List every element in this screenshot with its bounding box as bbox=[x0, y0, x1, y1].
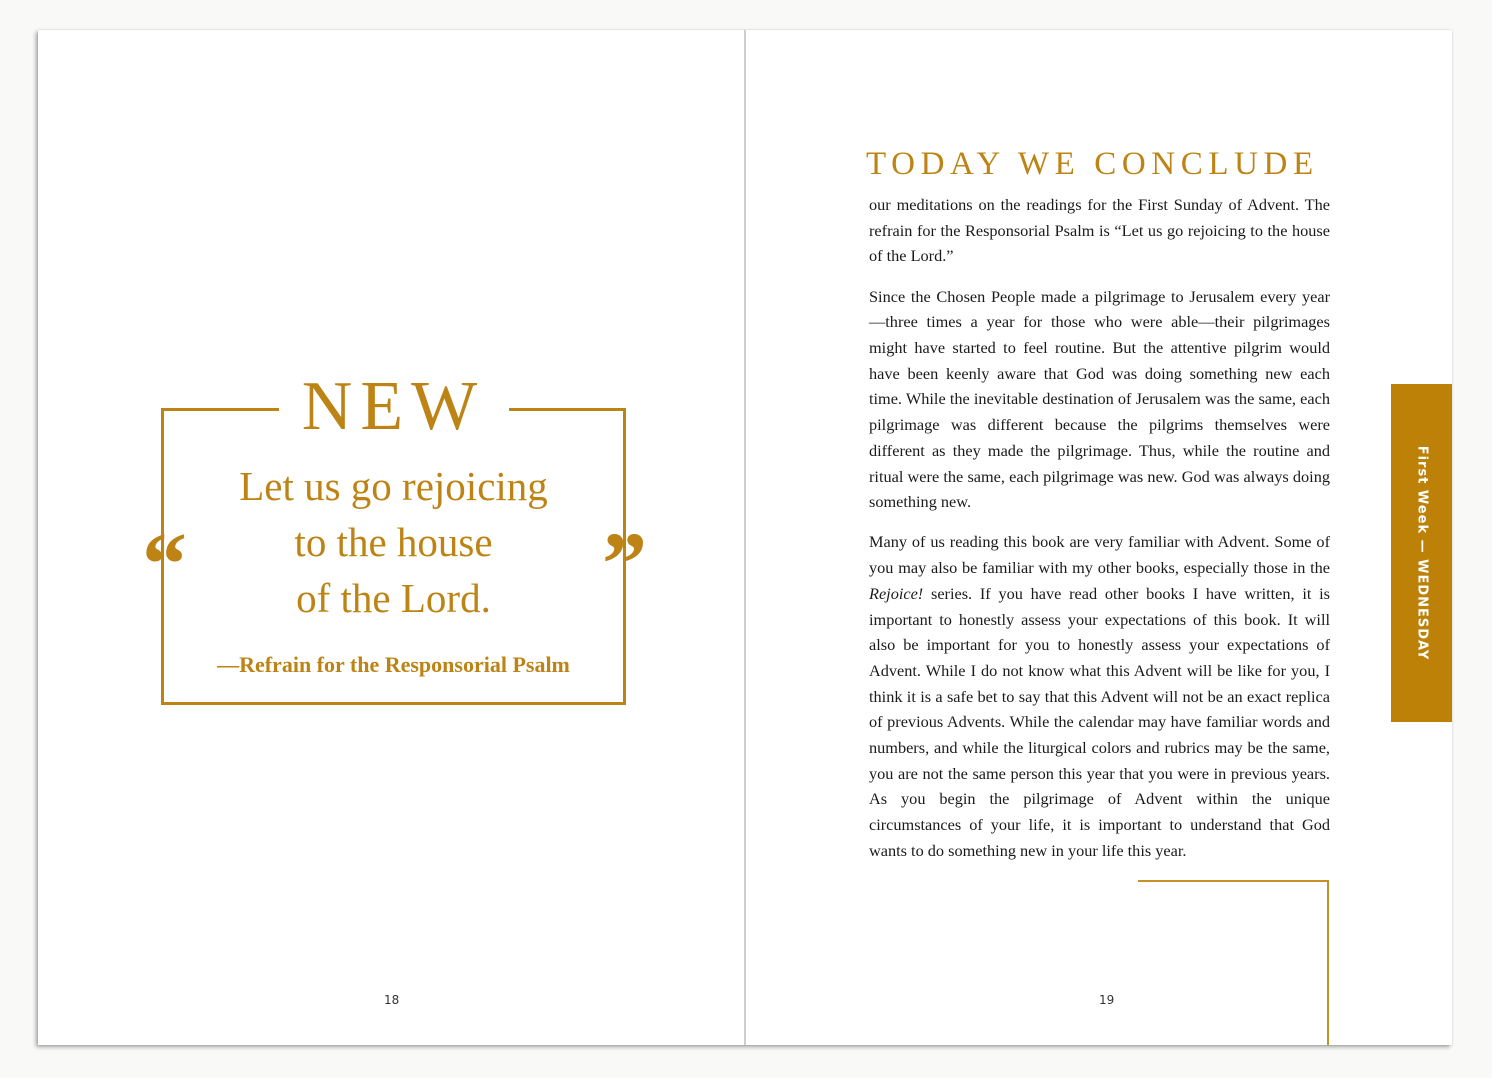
side-tab-label: First Week — WEDNESDAY bbox=[1414, 445, 1429, 661]
paragraph bbox=[869, 529, 1330, 863]
right-page bbox=[746, 30, 1452, 1045]
end-rule-horizontal bbox=[1138, 880, 1329, 882]
page-number-right: 19 bbox=[1099, 993, 1115, 1007]
page-number-left: 18 bbox=[384, 993, 400, 1007]
body-text bbox=[869, 192, 1330, 878]
end-rule-vertical bbox=[1327, 880, 1329, 1045]
pull-quote-line: to the house bbox=[294, 519, 493, 565]
pull-quote-attribution: —Refrain for the Responsorial Psalm bbox=[217, 652, 570, 677]
paragraph-text: Many of us reading this book are very familiar with Advent. Some of you may also be familiar with my other books, especially those in the bbox=[869, 532, 1330, 578]
pull-quote-box bbox=[142, 368, 647, 705]
section-side-tab bbox=[1391, 384, 1452, 722]
close-quote-icon: ” bbox=[602, 515, 647, 614]
pull-quote-line: of the Lord. bbox=[296, 575, 491, 621]
paragraph: Since the Chosen People made a pilgrimage to Jerusalem every year—three times a year for those who were able—their pilgrimages might have started to feel routine. But the attentive pilgrim would have been keenly aware that God was doing something new each time. While the inevitable destination of Jerusalem was the same, each pilgrimage was different because the pilgrims themselves were different as they made the pilgrimage. Thus, while the routine and ritual were the same, each pilgrimage was new. God was always doing something new. bbox=[869, 286, 1330, 512]
chapter-heading: TODAY WE CONCLUDE bbox=[866, 146, 1319, 182]
pull-quote-title: NEW bbox=[301, 368, 486, 445]
paragraph-text: series. If you have read other books I have written, it is important to honestly assess your expectations of this book. It will also be important for you to honestly assess your expectations of Advent. While I do not know what this Advent will be like for you, I think it is a safe bet to say that this Advent will not be an exact replica of previous Advents. While the calendar may have familiar words and numbers, and while the liturgical colors and rubrics may be the same, you are not the same person this year that you were in previous years. As you begin the pilgrimage of Advent within the unique circumstances of your life, it is important to understand that God wants to do something new in your life this year. bbox=[869, 583, 1330, 860]
open-quote-icon: “ bbox=[142, 515, 187, 614]
paragraph: our meditations on the readings for the First Sunday of Advent. The refrain for the Responsorial Psalm is “Let us go rejoicing to the house of the Lord.” bbox=[869, 195, 1330, 266]
book-series-title: Rejoice! bbox=[869, 583, 924, 603]
book-spread bbox=[38, 30, 1452, 1045]
pull-quote-line: Let us go rejoicing bbox=[239, 463, 548, 509]
left-page bbox=[38, 30, 744, 1045]
pull-quote-text bbox=[164, 458, 623, 626]
